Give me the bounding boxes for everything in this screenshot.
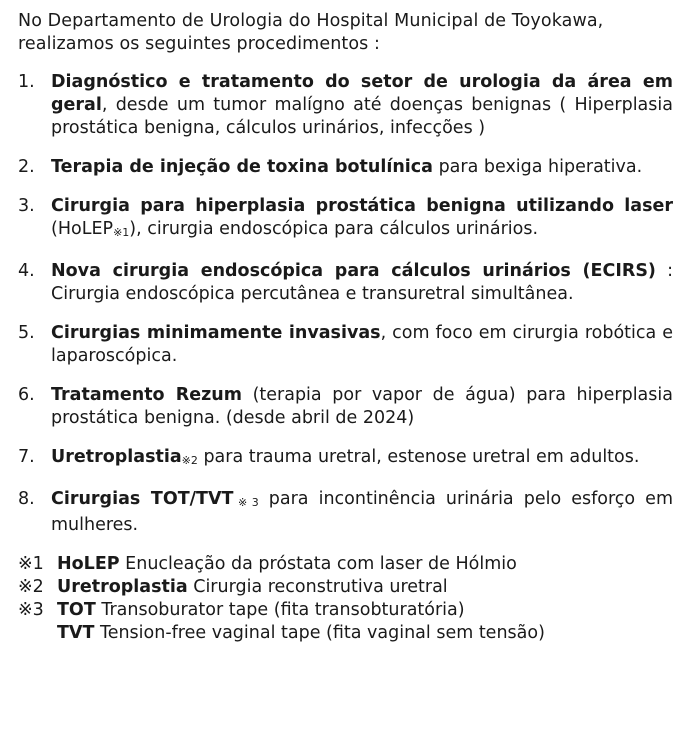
intro-text: No Departamento de Urologia do Hospital Municipal de Toyokawa, realizamos os seguintes procedimentos :	[18, 11, 604, 54]
item-text: (terapia por vapor de água) para hiperplasia prostática benigna. (desde abril de 2024)	[51, 385, 673, 428]
list-item	[18, 260, 673, 306]
item-body	[51, 71, 673, 140]
item-body	[51, 488, 673, 537]
item-body	[51, 156, 673, 179]
item-body	[51, 384, 673, 430]
item-number: 1.	[18, 72, 35, 92]
footnote	[18, 553, 673, 576]
footnote	[18, 599, 673, 622]
item-text: , desde um tumor malígno até doenças benignas ( Hiperplasia prostática benigna, cálculos urinários, infecções )	[51, 95, 673, 138]
item-text: para incontinência urinária pelo esforço em mulheres.	[51, 489, 673, 535]
list-item	[18, 446, 673, 472]
list-item	[18, 195, 673, 244]
item-text: para trauma uretral, estenose uretral em adultos.	[197, 447, 640, 467]
footnote-desc: Enucleação da próstata com laser de Hólmio	[119, 554, 517, 574]
procedure-list	[18, 71, 673, 537]
footnote-term: TOT	[57, 600, 96, 620]
item-text: ), cirurgia endoscópica para cálculos urinários.	[129, 219, 539, 239]
footnote-mark: ※3	[18, 600, 44, 620]
footnote-desc: Tension-free vaginal tape (fita vaginal sem tensão)	[94, 623, 545, 643]
item-title: Nova cirurgia endoscópica para cálculos urinários (ECIRS)	[51, 261, 656, 281]
footnote-mark: ※2	[18, 577, 44, 597]
item-text: para bexiga hiperativa.	[433, 157, 643, 177]
list-item	[18, 322, 673, 368]
footnote	[18, 576, 673, 599]
footnote-mark: ※1	[113, 226, 130, 239]
footnote-mark: ※2	[181, 454, 198, 467]
item-title: Uretroplastia	[51, 447, 182, 467]
item-number: 4.	[18, 261, 35, 281]
footnote-term: TVT	[57, 623, 95, 643]
footnote-mark: ※3	[233, 496, 259, 509]
list-item	[18, 156, 673, 179]
footnote-desc: Transoburator tape (fita transobturatória)	[95, 600, 465, 620]
item-body	[51, 195, 673, 244]
footnote-mark: ※1	[18, 554, 44, 574]
item-number: 8.	[18, 489, 35, 509]
footnote	[18, 622, 673, 645]
item-text: , com foco em cirurgia robótica e laparoscópica.	[51, 323, 674, 366]
footnote-term: HoLEP	[57, 554, 120, 574]
item-number: 6.	[18, 385, 35, 405]
item-title: Tratamento Rezum	[51, 385, 242, 405]
item-title: Cirurgia para hiperplasia prostática benigna utilizando laser	[51, 196, 673, 216]
item-title: Diagnóstico e tratamento do setor de urologia da área em geral	[51, 72, 673, 115]
footnote-mark	[18, 622, 57, 645]
item-number: 3.	[18, 196, 35, 216]
footnote-term: Uretroplastia	[57, 577, 188, 597]
item-text-pre: (HoLEP	[51, 219, 114, 239]
item-title: Terapia de injeção de toxina botulínica	[51, 157, 433, 177]
list-item	[18, 488, 673, 537]
item-number: 7.	[18, 447, 35, 467]
item-body	[51, 446, 673, 472]
item-number: 5.	[18, 323, 35, 343]
item-body	[51, 322, 673, 368]
item-text: : Cirurgia endoscópica percutânea e transuretral simultânea.	[51, 261, 674, 304]
list-item	[18, 384, 673, 430]
item-number: 2.	[18, 157, 35, 177]
item-body	[51, 260, 673, 306]
list-item	[18, 71, 673, 140]
footnotes	[18, 553, 673, 645]
footnote-desc: Cirurgia reconstrutiva uretral	[187, 577, 448, 597]
item-title: Cirurgias minimamente invasivas	[51, 323, 381, 343]
item-title: Cirurgias TOT/TVT	[51, 489, 234, 509]
